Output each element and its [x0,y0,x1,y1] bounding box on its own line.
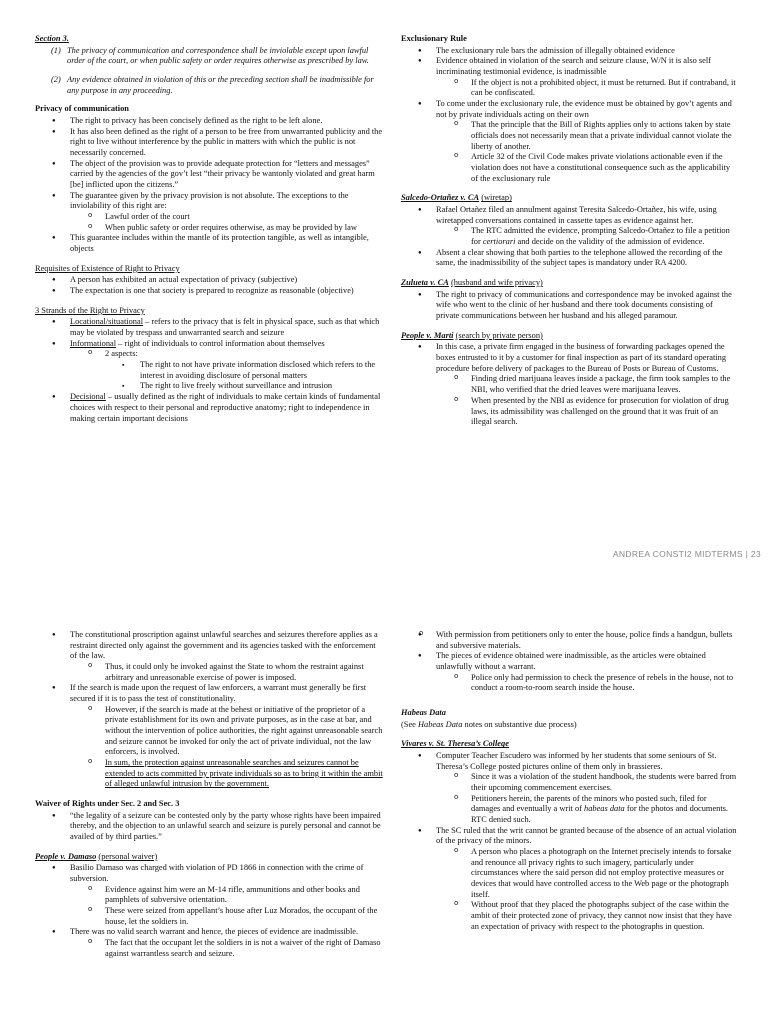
sub-list [436,226,737,247]
case-list [401,205,737,269]
right-column [401,630,737,932]
list-item: ● In this case, a private firm engaged in the business of forwarding packages opened the boxes entrusted to it by a customer for final inspection as part of its standard operating procedure before delivery of packages to the Bureau of Posts or Bureau of Customs. o Finding dried marijuana leaves inside a package, the firm took samples to the NBI, who verified that the dried leaves were marijuana leaves. o When presented by the NBI as evidence for prosecution for violation of drug laws, its admissibility was challenged on the ground that it was fruit of an illegal search. [401,342,737,427]
sub-list-item: o 2 aspects: ▪ The right to not have private information disclosed which refers to the interest in avoiding disclosure of personal matters ▪ The right to live freely without surveillance and intrusion [70,349,383,392]
provision-item: (1) The privacy of communication and correspondence shall be inviolable except upon lawful order of the court, or when public safety or order requires otherwise as prescribed by law. [51,45,369,66]
strands-list [35,317,383,424]
left-column [35,34,383,424]
list-item: ● “the legality of a seizure can be contested only by the party whose rights have been impaired thereby, and the objection to an unlawful search and seizure is purely personal and cannot be availed of by third parties.” [35,811,383,843]
sub-list-item: o That the principle that the Bill of Rights applies only to actions taken by state officials does not necessarily mean that a private individual cannot violate the liberty of another. [436,120,737,152]
strands-heading: 3 Strands of the Right to Privacy [35,305,145,315]
habeas-data-note: (See Habeas Data notes on substantive due process) [401,719,577,729]
sub-list-item: o A person who places a photograph on the Internet precisely intends to forsake and renounce all privacy rights to such imagery, particularly under circumstances where the said person did not employ protective measures or devices that would have controlled access to the Web page or the photograph itself. [436,847,737,900]
sub-list-item: o Finding dried marijuana leaves inside a package, the firm took samples to the NBI, who verified that the dried leaves were marijuana leaves. [436,374,737,395]
case-list [401,342,737,427]
page-footer: ANDREA CONSTI2 MIDTERMS | 23 [612,549,761,559]
sub-list-item: o ● With permission from petitioners only to enter the house, police finds a handgun, bullets and subversive materials. [401,630,737,651]
waiver-heading: Waiver of Rights under Sec. 2 and Sec. 3 [35,799,180,809]
sub-list-item: o Evidence against him were an M-14 rifle, ammunitions and other books and pamphlets of subversive orientation. [70,885,383,906]
case-heading-vivares: Vivares v. St. Theresa’s College [401,739,509,749]
sub-list [70,705,383,790]
sub-list [70,885,383,928]
privacy-list [35,116,383,255]
sub-list-item: o Article 32 of the Civil Code makes private violations actionable even if the violation does not have a constitutional consequence such as the applicability of the exclusionary rule [436,152,737,184]
list-item: ● The exclusionary rule bars the admission of illegally obtained evidence [401,46,737,57]
list-item: ● The constitutional proscription against unlawful searches and seizures therefore applies as a restraint directed only against the government and its agencies tasked with the enforcement of the law. o Thus, it could only be invoked against the State to whom the restraint against arbitrary and unreasonable exercise of power is imposed. [35,630,383,683]
continuation-list [401,630,737,694]
sub-sub-list-item: ▪ The right to live freely without surveillance and intrusion [105,381,383,392]
right-column [401,34,737,428]
sub-list-item: o When presented by the NBI as evidence for prosecution for violation of drug laws, its admissibility was challenged on the ground that it was fruit of an illegal search. [436,396,737,428]
sub-list-item: o In sum, the protection against unreasonable searches and seizures cannot be extended to acts committed by private individuals so as to bring it within the ambit of alleged unlawful intrusion by the government. [70,758,383,790]
case-list [401,751,737,932]
sub-list-item: o Thus, it could only be invoked against the State to whom the restraint against arbitrary and unreasonable exercise of power is imposed. [70,662,383,683]
left-column [35,630,383,959]
sub-list-item: o Lawful order of the court [70,212,383,223]
sub-list-item: o When public safety or order requires otherwise, as may be provided by law [70,223,383,234]
sub-sub-list [105,360,383,392]
habeas-data-heading: Habeas Data [401,708,446,718]
sub-list-item: o Petitioners herein, the parents of the minors who posted such, filed for damages and eventually a writ of habeas data for the photos and documents. RTC denied such. [436,794,737,826]
list-item: ● The pieces of evidence obtained were inadmissible, as the articles were obtained unlawfully without a warrant. o Police only had permission to check the presence of rebels in the house, not to conduct a room-to-room search inside the house. [401,651,737,694]
waiver-list [35,811,383,843]
exclusionary-list [401,46,737,185]
sub-list [436,673,737,694]
sub-list [70,212,383,233]
list-item: ● Computer Teacher Escudero was informed by her students that some seniours of St. Theresa’s College posted pictures online of them only in brassieres. o Since it was a violation of the student handbook, the students were barred from their upcoming commencement exercises. o Petitioners herein, the parents of the minors who posted such, filed for damages and eventually a writ of habeas data for the photos and documents. RTC denied such. [401,751,737,826]
sub-list-item: o Without proof that they placed the photographs subject of the case within the ambit of their protected zone of privacy, they cannot now insist that they have an expectation of privacy with respect to the photographs in question. [436,900,737,932]
sub-list-item: o Since it was a violation of the student handbook, the students were barred from their upcoming commencement exercises. [436,772,737,793]
sub-sub-list-item: ▪ The right to not have private information disclosed which refers to the interest in avoiding disclosure of personal matters [105,360,383,381]
requisites-list [35,275,383,296]
list-item: ● Decisional – usually defined as the right of individuals to make certain kinds of fundamental choices with respect to their personal and reproductive anatomy; right to independence in making certain important decisions [35,392,383,424]
case-heading-damaso: People v. Damaso (personal waiver) [35,851,158,861]
sub-list [436,78,737,99]
list-item: ● Informational – right of individuals to control information about themselves o 2 aspects: ▪ The right to not have private information disclosed which refers to the interest in avoiding disclosure of personal matters ▪ The right to live freely without surveillance and intrusion [35,339,383,392]
list-item: ● The object of the provision was to provide adequate protection for “letters and messages” carried by the agencies of the gov’t lest “their privacy be wantonly violated and great harm [be] inflicted upon the citizens.” [35,159,383,191]
case-list [401,290,737,322]
sub-list [70,349,383,392]
section-title: Section 3. [35,34,69,43]
list-item: ● There was no valid search warrant and hence, the pieces of evidence are inadmissible. o The fact that the occupant let the soldiers in is not a waiver of the right of Damaso against warrantless search and seizure. [35,927,383,959]
sub-list-item: o The fact that the occupant let the soldiers in is not a waiver of the right of Damaso against warrantless search and seizure. [70,938,383,959]
exclusionary-heading: Exclusionary Rule [401,34,467,43]
list-item: ● The SC ruled that the writ cannot be granted because of the absence of an actual violation of the privacy of the minors. o A person who places a photograph on the Internet precisely intends to forsake and renounce all privacy rights to such imagery, particularly under circumstances where the said person did not employ protective measures or devices that would have controlled access to the Web page or the photograph itself. o Without proof that they placed the photographs subject of the case within the ambit of their protected zone of privacy, they cannot now insist that they have an expectation of privacy with respect to the photographs in question. [401,826,737,933]
list-item: ● Evidence obtained in violation of the search and seizure clause, W/N it is also self incriminating testimonial evidence, is inadmissible o If the object is not a prohibited object, it must be returned. But if contraband, it can be confiscated. [401,56,737,99]
sub-list-item: o However, if the search is made at the behest or initiative of the proprietor of a private establishment for its own and private purposes, as in the case at bar, and without the intervention of police authorities, the right against unreasonable search and seizure cannot be invoked for only the act of private individual, not the law enforcers, is involved. [70,705,383,758]
case-heading-zulueta: Zulueta v. CA (husband and wife privacy) [401,278,543,288]
sub-list [436,374,737,427]
requisites-heading: Requisites of Existence of Right to Privacy [35,263,180,273]
continuation-item [401,630,737,651]
list-item: ● The guarantee given by the privacy provision is not absolute. The exceptions to the inviolability of this right are: o Lawful order of the court o When public safety or order requires otherwise, as may be provided by law [35,191,383,234]
sub-list [70,938,383,959]
sub-list-item: o Police only had permission to check the presence of rebels in the house, not to conduct a room-to-room search inside the house. [436,673,737,694]
sub-list [436,847,737,932]
sub-list-item: o If the object is not a prohibited object, it must be returned. But if contraband, it can be confiscated. [436,78,737,99]
list-item: ● To come under the exclusionary rule, the evidence must be obtained by gov’t agents and not by private individuals acting on their own o That the principle that the Bill of Rights applies only to actions taken by state officials does not necessarily mean that a private individual cannot violate the liberty of another. o Article 32 of the Civil Code makes private violations actionable even if the violation does not have a constitutional consequence such as the applicability of the exclusionary rule [401,99,737,184]
list-item: ● The right to privacy has been concisely defined as the right to be left alone. [35,116,383,127]
list-item: ● It has also been defined as the right of a person to be free from unwarranted publicity and the right to live without interference by the public in matters with which the public is not necessarily concerned. [35,127,383,159]
sub-list-item: o These were seized from appellant’s house after Luz Morados, the occupant of the house, let the soldiers in. [70,906,383,927]
list-item: ● Rafael Ortañez filed an annulment against Teresita Salcedo-Ortañez, his wife, using wiretapped conversations contained in cassette tapes as evidence against her. o The RTC admitted the evidence, prompting Salcedo-Ortañez to file a petition for certiorari and decide on the validity of the admission of evidence. [401,205,737,248]
provision-item: (2) Any evidence obtained in violation of this or the preceding section shall be inadmissible for any purpose in any proceeding. [51,75,374,95]
list-item: ● This guarantee includes within the mantle of its protection tangible, as well as intangible, objects [35,233,383,254]
list-item: ● The right to privacy of communications and correspondence may be invoked against the wife who went to the clinic of her husband and there took documents consisting of private communications between her husband and his alleged paramour. [401,290,737,322]
continuation-list [35,630,383,790]
sub-list [436,120,737,184]
privacy-heading: Privacy of communication [35,104,129,114]
list-item: ● Basilio Damaso was charged with violation of PD 1866 in connection with the crime of subversion. o Evidence against him were an M-14 rifle, ammunitions and other books and pamphlets of subversive orientation. o These were seized from appellant’s house after Luz Morados, the occupant of the house, let the soldiers in. [35,863,383,927]
sub-list [401,630,737,651]
sub-list-item: o The RTC admitted the evidence, prompting Salcedo-Ortañez to file a petition for certiorari and decide on the validity of the admission of evidence. [436,226,737,247]
case-list [35,863,383,959]
sub-list [70,662,383,683]
list-item: ● Absent a clear showing that both parties to the telephone allowed the recording of the same, the inadmissibility of the subject tapes is mandatory under RA 4200. [401,248,737,269]
case-heading-marti: People v. Marti (search by private person) [401,330,543,340]
section-provisions [51,46,383,97]
sub-list [436,772,737,825]
list-item: ● If the search is made upon the request of law enforcers, a warrant must generally be first secured if it is to pass the test of constitutionality. o However, if the search is made at the behest or initiative of the proprietor of a private establishment for its own and private purposes, as in the case at bar, and without the intervention of police authorities, the right against unreasonable search and seizure cannot be invoked for only the act of private individual, not the law enforcers, is involved. o In sum, the protection against unreasonable searches and seizures cannot be extended to acts committed by private individuals so as to bring it within the ambit of alleged unlawful intrusion by the government. [35,683,383,790]
list-item: ● A person has exhibited an actual expectation of privacy (subjective) [35,275,383,286]
list-item: ● The expectation is one that society is prepared to recognize as reasonable (objective) [35,286,383,297]
case-heading-salcedo: Salcedo-Ortañez v. CA (wiretap) [401,193,512,203]
list-item: ● Locational/situational – refers to the privacy that is felt in physical space, such as that which may be violated by trespass and unwarranted search and seizure [35,317,383,338]
document-page-24 [0,606,768,1024]
